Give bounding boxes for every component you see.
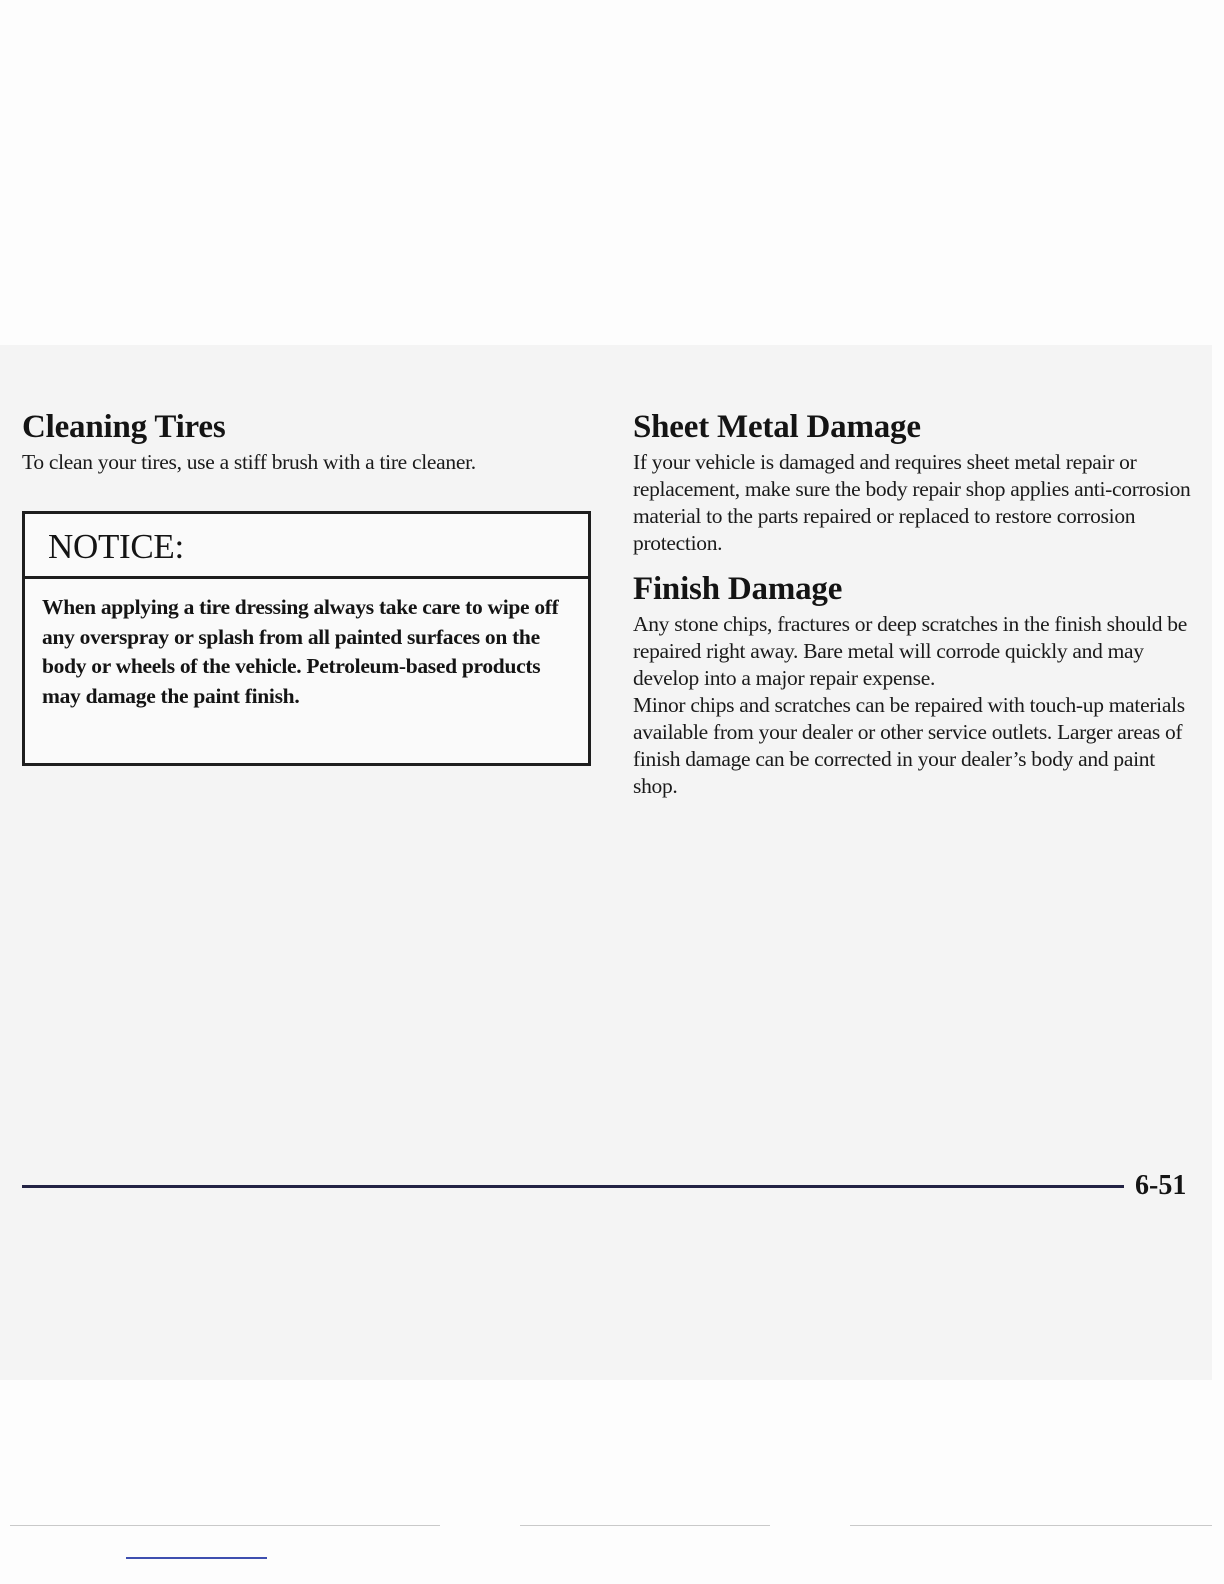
cleaning-tires-heading: Cleaning Tires (22, 409, 226, 445)
scan-artifact-line (10, 1525, 440, 1526)
scan-artifact-line (520, 1525, 770, 1526)
footer-rule (22, 1185, 1124, 1188)
right-column (633, 405, 1203, 800)
finish-damage-heading: Finish Damage (633, 571, 843, 607)
finish-damage-paragraph-2: Minor chips and scratches can be repaired with touch-up materials available from your dealer or other service outlets. Larger areas of finish damage can be corrected in your dealer’s body and paint shop. (633, 693, 1185, 798)
notice-text: When applying a tire dressing always take care to wipe off any overspray or splash from all painted surfaces on the body or wheels of the vehicle. Petroleum-based products may damage the paint finish. (42, 595, 559, 708)
sheet-metal-damage-heading: Sheet Metal Damage (633, 409, 921, 445)
link-underline (126, 1557, 267, 1559)
cleaning-tires-text: To clean your tires, use a stiff brush with a tire cleaner. (22, 450, 476, 474)
notice-title: NOTICE: (25, 514, 588, 579)
finish-damage-paragraph-1: Any stone chips, fractures or deep scratches in the finish should be repaired right away. Bare metal will corrode quickly and may develop into a major repair expense. (633, 612, 1187, 690)
notice-box (22, 511, 591, 766)
left-column (22, 405, 592, 476)
page-number: 6-51 (1135, 1170, 1187, 1201)
scan-artifact-line (850, 1525, 1212, 1526)
sheet-metal-damage-text: If your vehicle is damaged and requires sheet metal repair or replacement, make sure the body repair shop applies anti-corrosion material to the parts repaired or replaced to restore corrosion protection. (633, 450, 1191, 555)
